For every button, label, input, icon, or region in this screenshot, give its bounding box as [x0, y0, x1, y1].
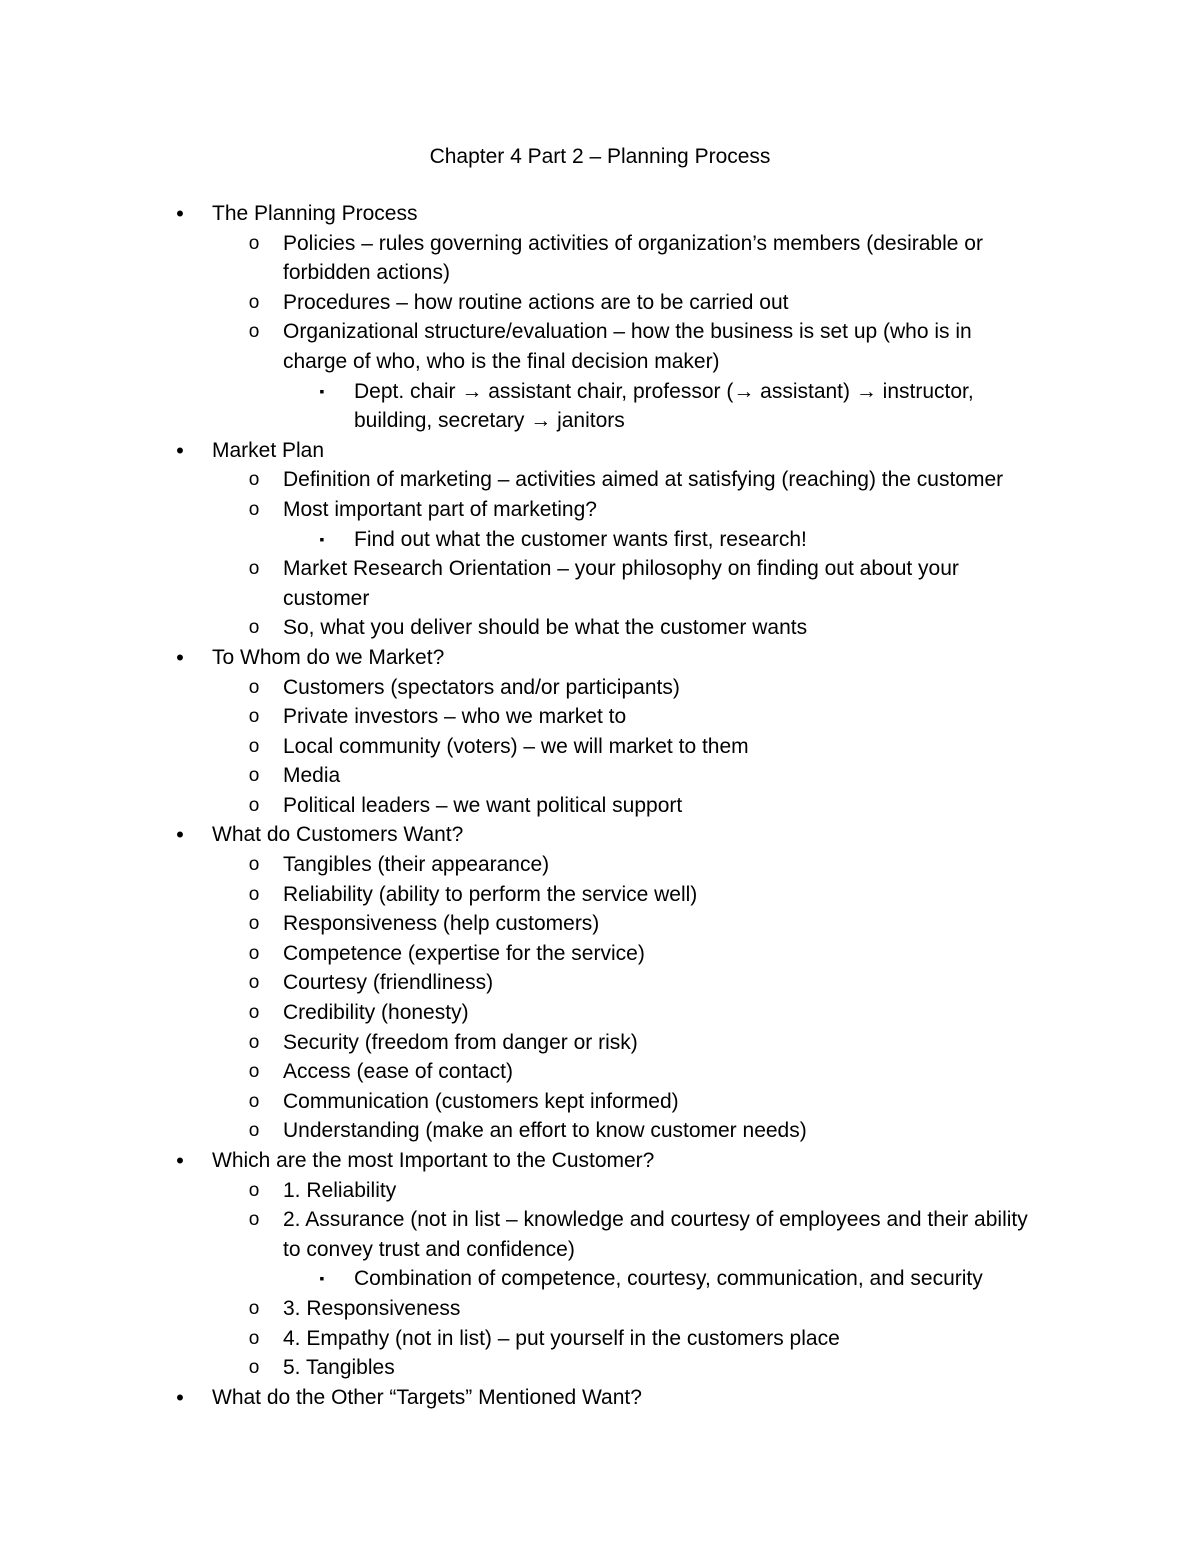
list-item-text: to convey trust and confidence) [283, 1237, 575, 1261]
list-item [0, 584, 1200, 614]
list-item [0, 465, 1200, 495]
section-heading-text: What do Customers Want? [212, 823, 464, 847]
list-item-text: Competence (expertise for the service) [283, 941, 645, 965]
square-marker: ▪ [319, 530, 325, 547]
sub-list-item [0, 406, 1200, 436]
section-heading-text: Market Plan [212, 438, 325, 462]
circle-marker: o [248, 617, 260, 639]
list-item-text: 3. Responsiveness [283, 1296, 461, 1320]
list-item [0, 1205, 1200, 1235]
circle-marker: o [248, 469, 260, 491]
list-item [0, 1353, 1200, 1383]
circle-marker: o [248, 558, 260, 580]
square-marker: ▪ [319, 1270, 325, 1287]
circle-marker: o [248, 942, 260, 964]
circle-marker: o [248, 676, 260, 698]
list-item-text: 4. Empathy (not in list) – put yourself in the customers place [283, 1326, 840, 1350]
section-heading-text: What do the Other “Targets” Mentioned Want? [212, 1385, 642, 1409]
list-item [0, 613, 1200, 643]
circle-marker: o [248, 883, 260, 905]
circle-marker: o [248, 498, 260, 520]
list-item [0, 791, 1200, 821]
circle-marker: o [248, 291, 260, 313]
list-item [0, 495, 1200, 525]
list-item [0, 1294, 1200, 1324]
list-item-text: Most important part of marketing? [283, 497, 597, 521]
section-heading [0, 1383, 1200, 1413]
section-heading [0, 1146, 1200, 1176]
sub-list-item-text: Find out what the customer wants first, research! [354, 527, 807, 551]
circle-marker: o [248, 854, 260, 876]
list-item-text: Media [283, 764, 341, 788]
list-item [0, 909, 1200, 939]
list-item-text: 1. Reliability [283, 1178, 397, 1202]
list-item [0, 968, 1200, 998]
list-item-text: Private investors – who we market to [283, 705, 627, 729]
bullet-marker: • [176, 644, 184, 670]
circle-marker: o [248, 1090, 260, 1112]
list-item-text: charge of who, who is the final decision maker) [283, 349, 720, 373]
section-heading-text: Which are the most Important to the Customer? [212, 1149, 655, 1172]
list-item [0, 258, 1200, 288]
circle-marker: o [248, 972, 260, 994]
circle-marker: o [248, 913, 260, 935]
list-item-text: Understanding (make an effort to know customer needs) [283, 1119, 807, 1143]
section-heading-text: To Whom do we Market? [212, 645, 445, 669]
list-item-text: Political leaders – we want political support [283, 793, 683, 817]
list-item-text: Definition of marketing – activities aimed at satisfying (reaching) the customer [283, 468, 1004, 492]
list-item-text: Customers (spectators and/or participants) [283, 675, 680, 699]
list-item-text: Organizational structure/evaluation – how the business is set up (who is in [283, 320, 972, 344]
list-item-text: Tangibles (their appearance) [283, 853, 550, 877]
list-item [0, 732, 1200, 762]
sub-list-item [0, 525, 1200, 555]
page-title: Chapter 4 Part 2 – Planning Process [429, 145, 771, 168]
circle-marker: o [248, 1209, 260, 1231]
list-item-text: customer [283, 586, 370, 610]
section-heading-text: The Planning Process [212, 202, 418, 225]
sub-list-item-text: Dept. chair → assistant chair, professor (→ assistant) → instructor, [354, 379, 974, 403]
list-item-text: Access (ease of contact) [283, 1060, 513, 1084]
outline-list [0, 199, 1200, 1412]
list-item-text: Communication (customers kept informed) [283, 1089, 679, 1113]
list-item [0, 939, 1200, 969]
circle-marker: o [248, 1120, 260, 1142]
list-item-text: Policies – rules governing activities of organization’s members (desirable or [283, 231, 983, 255]
list-item [0, 288, 1200, 318]
section-heading [0, 436, 1200, 466]
sub-list-item-text: Combination of competence, courtesy, communication, and security [354, 1267, 983, 1291]
circle-marker: o [248, 1179, 260, 1201]
sub-list-item [0, 377, 1200, 407]
list-item [0, 1324, 1200, 1354]
list-item [0, 880, 1200, 910]
list-item [0, 1028, 1200, 1058]
circle-marker: o [248, 706, 260, 728]
list-item [0, 1176, 1200, 1206]
list-item [0, 229, 1200, 259]
circle-marker: o [248, 735, 260, 757]
list-item-text: So, what you deliver should be what the customer wants [283, 616, 808, 640]
list-item-text: Courtesy (friendliness) [283, 971, 494, 995]
list-item-text: Responsiveness (help customers) [283, 912, 600, 936]
circle-marker: o [248, 232, 260, 254]
list-item [0, 1057, 1200, 1087]
list-item [0, 317, 1200, 347]
sub-list-item-text: building, secretary → janitors [354, 409, 625, 433]
list-item [0, 1087, 1200, 1117]
list-item-text: Local community (voters) – we will market to them [283, 734, 749, 758]
circle-marker: o [248, 1002, 260, 1024]
list-item-text: Credibility (honesty) [283, 1001, 469, 1025]
list-item [0, 761, 1200, 791]
list-item [0, 998, 1200, 1028]
circle-marker: o [248, 1031, 260, 1053]
list-item [0, 702, 1200, 732]
circle-marker: o [248, 1327, 260, 1349]
list-item [0, 347, 1200, 377]
list-item-text: Reliability (ability to perform the service well) [283, 882, 698, 906]
sub-list-item [0, 1264, 1200, 1294]
bullet-marker: • [176, 1148, 184, 1173]
list-item [0, 1235, 1200, 1265]
list-item-text: Security (freedom from danger or risk) [283, 1030, 638, 1054]
list-item-text: 2. Assurance (not in list – knowledge and courtesy of employees and their ability [283, 1208, 1028, 1232]
list-item-text: forbidden actions) [283, 261, 450, 285]
circle-marker: o [248, 321, 260, 343]
list-item [0, 673, 1200, 703]
section-heading [0, 643, 1200, 673]
list-item-text: 5. Tangibles [283, 1356, 395, 1380]
section-heading [0, 199, 1200, 229]
list-item [0, 554, 1200, 584]
bullet-marker: • [176, 201, 184, 226]
bullet-marker: • [176, 1384, 184, 1410]
list-item [0, 1116, 1200, 1146]
list-item-text: Market Research Orientation – your philosophy on finding out about your [283, 557, 959, 581]
list-item [0, 850, 1200, 880]
circle-marker: o [248, 1061, 260, 1083]
circle-marker: o [248, 794, 260, 816]
section-heading [0, 820, 1200, 850]
circle-marker: o [248, 1297, 260, 1319]
circle-marker: o [248, 1357, 260, 1379]
circle-marker: o [248, 765, 260, 787]
list-item-text: Procedures – how routine actions are to be carried out [283, 290, 789, 314]
bullet-marker: • [176, 822, 184, 848]
bullet-marker: • [176, 437, 184, 463]
square-marker: ▪ [319, 382, 325, 399]
